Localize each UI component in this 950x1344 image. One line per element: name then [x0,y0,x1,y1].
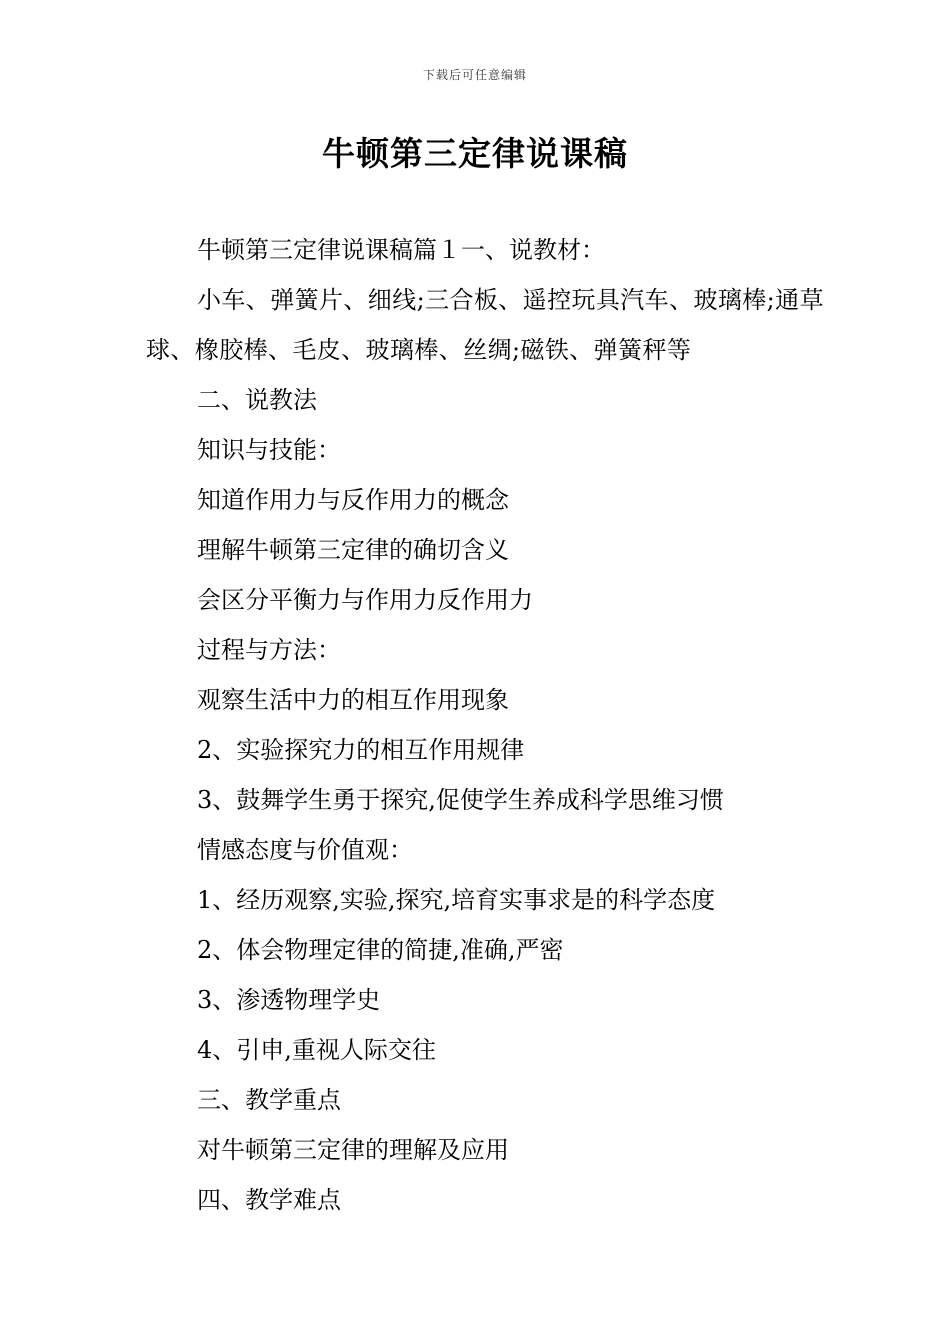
paragraph-materials: 小车、弹簧片、细线;三合板、遥控玩具汽车、玻璃棒;通草球、橡胶棒、毛皮、玻璃棒、丝绸;磁铁、弹簧秤等 [146,286,824,364]
paragraph-item: 对牛顿第三定律的理解及应用 [197,1136,509,1164]
document-body [146,225,836,1225]
paragraph-item: 理解牛顿第三定律的确切含义 [197,536,509,564]
paragraph-item: 1、经历观察,实验,探究,培育实事求是的科学态度 [197,886,716,914]
paragraph-item: 2、实验探究力的相互作用规律 [197,736,525,764]
paragraph-item: 知道作用力与反作用力的概念 [197,486,509,514]
paragraph-item: 会区分平衡力与作用力反作用力 [197,586,533,614]
heading-difficulties: 四、教学难点 [197,1186,341,1214]
heading-attitude-values: 情感态度与价值观： [197,836,413,864]
paragraph-item: 观察生活中力的相互作用现象 [197,686,509,714]
paragraph-intro: 牛顿第三定律说课稿篇１一、说教材： [197,236,605,264]
paragraph-item: 3、鼓舞学生勇于探究,促使学生养成科学思维习惯 [197,786,724,814]
heading-process-method: 过程与方法： [197,636,341,664]
heading-knowledge-skills: 知识与技能： [197,436,341,464]
paragraph-item: 2、体会物理定律的简捷,准确,严密 [197,936,564,964]
document-title: 牛顿第三定律说课稿 [322,134,628,173]
paragraph-item: 4、引申,重视人际交往 [197,1036,436,1064]
page-header-note: 下载后可任意编辑 [422,68,527,82]
paragraph-item: 3、渗透物理学史 [197,986,381,1014]
heading-teaching-method: 二、说教法 [197,386,317,414]
heading-key-points: 三、教学重点 [197,1086,341,1114]
